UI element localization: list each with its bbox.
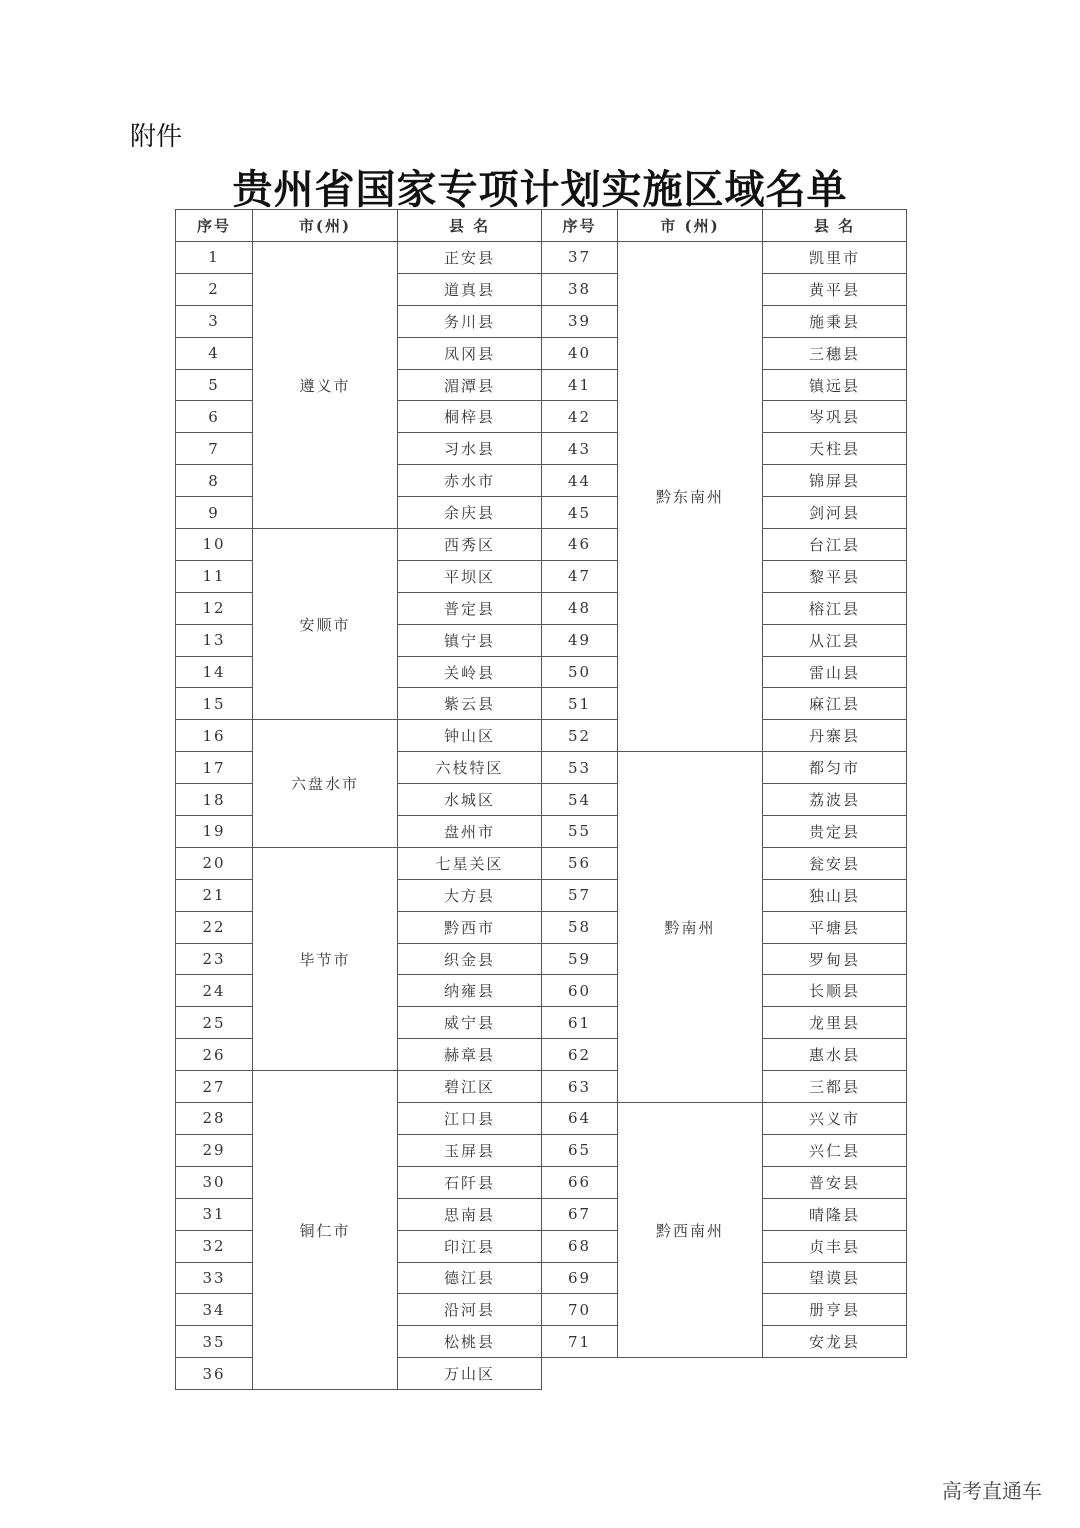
seq-number: 35 — [176, 1326, 253, 1358]
table-row — [542, 242, 907, 274]
table-row — [176, 529, 542, 561]
seq-number: 9 — [176, 497, 253, 529]
seq-number: 41 — [542, 369, 618, 401]
city-cell: 毕节市 — [253, 847, 398, 1070]
seq-number: 31 — [176, 1198, 253, 1230]
seq-number: 58 — [542, 911, 618, 943]
county-name: 丹寨县 — [763, 720, 907, 752]
county-name: 荔波县 — [763, 784, 907, 816]
header-county: 县 名 — [763, 210, 907, 242]
county-name: 三穗县 — [763, 337, 907, 369]
county-name: 兴仁县 — [763, 1134, 907, 1166]
table-row — [176, 847, 542, 879]
seq-number: 18 — [176, 784, 253, 816]
seq-number: 13 — [176, 624, 253, 656]
city-cell: 六盘水市 — [253, 720, 398, 848]
attachment-label: 附件 — [130, 122, 183, 152]
seq-number: 45 — [542, 497, 618, 529]
seq-number: 68 — [542, 1230, 618, 1262]
county-name: 惠水县 — [763, 1039, 907, 1071]
seq-number: 25 — [176, 1007, 253, 1039]
city-cell: 铜仁市 — [253, 1071, 398, 1390]
county-name: 台江县 — [763, 529, 907, 561]
county-name: 余庆县 — [398, 497, 542, 529]
page-title: 贵州省国家专项计划实施区域名单 — [232, 166, 848, 213]
county-name: 兴义市 — [763, 1103, 907, 1135]
seq-number: 12 — [176, 592, 253, 624]
county-name: 威宁县 — [398, 1007, 542, 1039]
seq-number: 1 — [176, 242, 253, 274]
county-name: 从江县 — [763, 624, 907, 656]
county-name: 石阡县 — [398, 1166, 542, 1198]
county-name: 纳雍县 — [398, 975, 542, 1007]
seq-number: 28 — [176, 1103, 253, 1135]
seq-number: 21 — [176, 879, 253, 911]
county-name: 罗甸县 — [763, 943, 907, 975]
seq-number: 15 — [176, 688, 253, 720]
seq-number: 61 — [542, 1007, 618, 1039]
seq-number: 22 — [176, 911, 253, 943]
seq-number: 65 — [542, 1134, 618, 1166]
county-name: 黄平县 — [763, 273, 907, 305]
county-name: 西秀区 — [398, 529, 542, 561]
county-name: 长顺县 — [763, 975, 907, 1007]
header-county: 县 名 — [398, 210, 542, 242]
seq-number: 71 — [542, 1326, 618, 1358]
watermark: 高考直通车 — [942, 1479, 1042, 1503]
seq-number: 14 — [176, 656, 253, 688]
table-row — [542, 1103, 907, 1135]
county-name: 榕江县 — [763, 592, 907, 624]
county-name: 织金县 — [398, 943, 542, 975]
county-name: 剑河县 — [763, 497, 907, 529]
county-name: 望谟县 — [763, 1262, 907, 1294]
seq-number: 10 — [176, 529, 253, 561]
city-cell: 黔东南州 — [618, 242, 763, 752]
county-name: 七星关区 — [398, 847, 542, 879]
county-name: 印江县 — [398, 1230, 542, 1262]
seq-number: 7 — [176, 433, 253, 465]
county-name: 都匀市 — [763, 752, 907, 784]
county-name: 册亨县 — [763, 1294, 907, 1326]
seq-number: 60 — [542, 975, 618, 1007]
county-name: 松桃县 — [398, 1326, 542, 1358]
seq-number: 43 — [542, 433, 618, 465]
county-name: 施秉县 — [763, 305, 907, 337]
seq-number: 36 — [176, 1358, 253, 1390]
seq-number: 40 — [542, 337, 618, 369]
county-name: 玉屏县 — [398, 1134, 542, 1166]
seq-number: 20 — [176, 847, 253, 879]
seq-number: 42 — [542, 401, 618, 433]
county-name: 六枝特区 — [398, 752, 542, 784]
county-name: 凤冈县 — [398, 337, 542, 369]
seq-number: 33 — [176, 1262, 253, 1294]
county-name: 务川县 — [398, 305, 542, 337]
region-table-right — [541, 209, 907, 1358]
seq-number: 67 — [542, 1198, 618, 1230]
header-city: 市(州) — [253, 210, 398, 242]
county-name: 正安县 — [398, 242, 542, 274]
seq-number: 52 — [542, 720, 618, 752]
county-name: 贞丰县 — [763, 1230, 907, 1262]
seq-number: 39 — [542, 305, 618, 337]
county-name: 沿河县 — [398, 1294, 542, 1326]
county-name: 晴隆县 — [763, 1198, 907, 1230]
seq-number: 55 — [542, 816, 618, 848]
county-name: 龙里县 — [763, 1007, 907, 1039]
seq-number: 47 — [542, 560, 618, 592]
seq-number: 48 — [542, 592, 618, 624]
county-name: 关岭县 — [398, 656, 542, 688]
seq-number: 8 — [176, 465, 253, 497]
table-header-row — [176, 210, 542, 242]
seq-number: 62 — [542, 1039, 618, 1071]
city-cell: 黔西南州 — [618, 1103, 763, 1358]
county-name: 安龙县 — [763, 1326, 907, 1358]
county-name: 普安县 — [763, 1166, 907, 1198]
county-name: 习水县 — [398, 433, 542, 465]
seq-number: 51 — [542, 688, 618, 720]
county-name: 岑巩县 — [763, 401, 907, 433]
seq-number: 23 — [176, 943, 253, 975]
county-name: 瓮安县 — [763, 847, 907, 879]
county-name: 锦屏县 — [763, 465, 907, 497]
seq-number: 59 — [542, 943, 618, 975]
county-name: 凯里市 — [763, 242, 907, 274]
table-row — [542, 752, 907, 784]
county-name: 麻江县 — [763, 688, 907, 720]
county-name: 天柱县 — [763, 433, 907, 465]
seq-number: 57 — [542, 879, 618, 911]
table-row — [176, 1071, 542, 1103]
seq-number: 53 — [542, 752, 618, 784]
county-name: 道真县 — [398, 273, 542, 305]
county-name: 湄潭县 — [398, 369, 542, 401]
city-cell: 安顺市 — [253, 529, 398, 720]
county-name: 大方县 — [398, 879, 542, 911]
seq-number: 54 — [542, 784, 618, 816]
seq-number: 49 — [542, 624, 618, 656]
city-cell: 黔南州 — [618, 752, 763, 1103]
seq-number: 5 — [176, 369, 253, 401]
seq-number: 38 — [542, 273, 618, 305]
seq-number: 32 — [176, 1230, 253, 1262]
county-name: 桐梓县 — [398, 401, 542, 433]
county-name: 钟山区 — [398, 720, 542, 752]
county-name: 黔西市 — [398, 911, 542, 943]
seq-number: 64 — [542, 1103, 618, 1135]
seq-number: 44 — [542, 465, 618, 497]
county-name: 赫章县 — [398, 1039, 542, 1071]
seq-number: 50 — [542, 656, 618, 688]
county-name: 普定县 — [398, 592, 542, 624]
county-name: 紫云县 — [398, 688, 542, 720]
table-row — [176, 720, 542, 752]
county-name: 万山区 — [398, 1358, 542, 1390]
header-city: 市 (州) — [618, 210, 763, 242]
county-name: 碧江区 — [398, 1071, 542, 1103]
header-no: 序号 — [542, 210, 618, 242]
county-name: 贵定县 — [763, 816, 907, 848]
seq-number: 37 — [542, 242, 618, 274]
county-name: 思南县 — [398, 1198, 542, 1230]
table-row — [176, 242, 542, 274]
seq-number: 4 — [176, 337, 253, 369]
seq-number: 11 — [176, 560, 253, 592]
county-name: 盘州市 — [398, 816, 542, 848]
county-name: 独山县 — [763, 879, 907, 911]
county-name: 雷山县 — [763, 656, 907, 688]
seq-number: 56 — [542, 847, 618, 879]
county-name: 江口县 — [398, 1103, 542, 1135]
county-name: 镇宁县 — [398, 624, 542, 656]
seq-number: 69 — [542, 1262, 618, 1294]
seq-number: 63 — [542, 1071, 618, 1103]
region-table-left — [175, 209, 542, 1390]
county-name: 德江县 — [398, 1262, 542, 1294]
county-name: 水城区 — [398, 784, 542, 816]
county-name: 黎平县 — [763, 560, 907, 592]
seq-number: 46 — [542, 529, 618, 561]
seq-number: 70 — [542, 1294, 618, 1326]
seq-number: 6 — [176, 401, 253, 433]
seq-number: 66 — [542, 1166, 618, 1198]
seq-number: 27 — [176, 1071, 253, 1103]
county-name: 三都县 — [763, 1071, 907, 1103]
seq-number: 2 — [176, 273, 253, 305]
county-name: 平塘县 — [763, 911, 907, 943]
county-name: 赤水市 — [398, 465, 542, 497]
table-header-row — [542, 210, 907, 242]
seq-number: 34 — [176, 1294, 253, 1326]
seq-number: 24 — [176, 975, 253, 1007]
seq-number: 17 — [176, 752, 253, 784]
seq-number: 3 — [176, 305, 253, 337]
county-name: 镇远县 — [763, 369, 907, 401]
county-name: 平坝区 — [398, 560, 542, 592]
header-no: 序号 — [176, 210, 253, 242]
seq-number: 30 — [176, 1166, 253, 1198]
seq-number: 26 — [176, 1039, 253, 1071]
seq-number: 29 — [176, 1134, 253, 1166]
city-cell: 遵义市 — [253, 242, 398, 529]
seq-number: 19 — [176, 816, 253, 848]
seq-number: 16 — [176, 720, 253, 752]
